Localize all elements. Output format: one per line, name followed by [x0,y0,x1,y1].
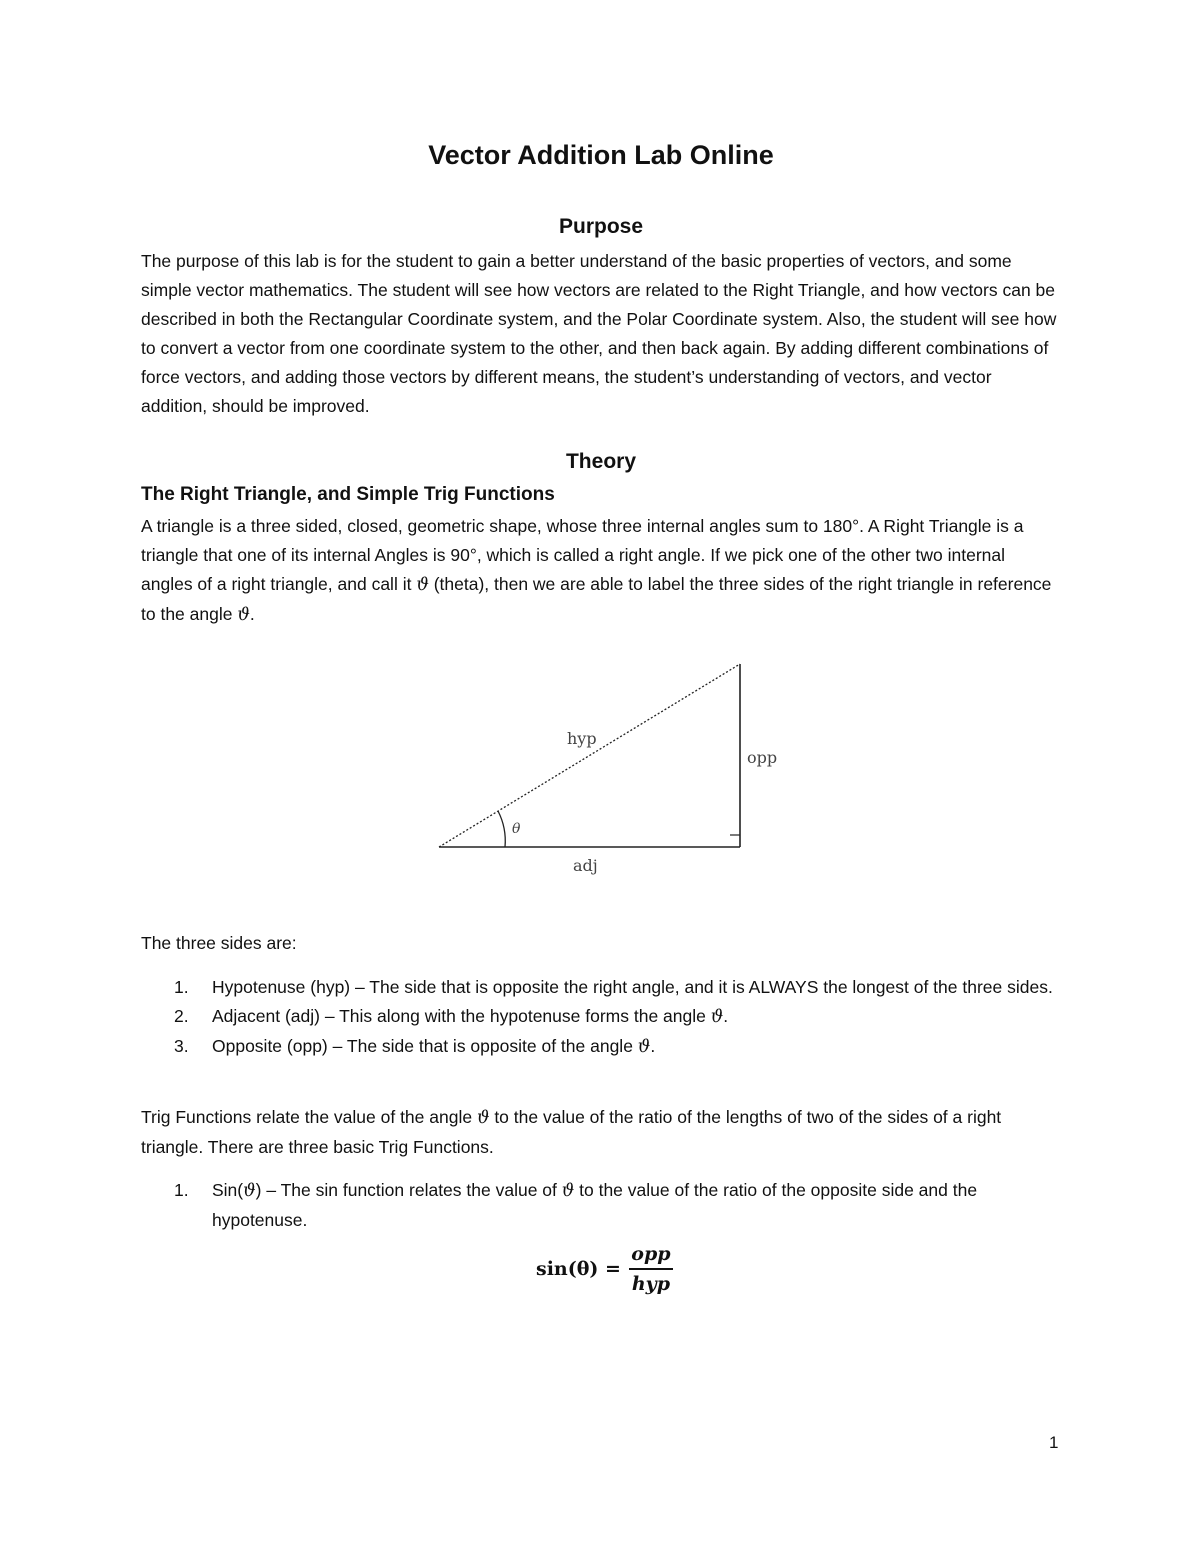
list-item-sin: 1. Sin(ϑ) – The sin function relates the value of ϑ to the value of the ratio of the opposite side and the hypotenuse. [174,1180,978,1230]
hypotenuse-line [439,664,740,847]
angle-arc [498,811,505,847]
theta-symbol: ϑ [476,1108,490,1128]
trig-functions-intro: Trig Functions relate the value of the angle ϑ to the value of the ratio of the lengths of two of the sides of a right triangle. There are three basic Trig Functions. [141,1107,1002,1157]
adj-label: adj [573,856,598,875]
right-triangle-figure [432,655,792,880]
opp-label: opp [747,748,778,767]
sides-list [141,973,1061,1062]
functions-list [141,1176,1061,1235]
theory-heading: Theory [565,450,636,473]
equation-fraction [629,1243,673,1295]
triangle-intro-paragraph: A triangle is a three sided, closed, geometric shape, whose three internal angles sum to 180°. A Right Triangle is a triangle that one of its internal Angles is 90°, which is called a right angle. If we pick one of the other two internal angles of a right triangle, and call it ϑ (theta), then we are able to label the three sides of the right triangle in reference to the angle ϑ. [141,516,1052,625]
list-item-adjacent: 2. Adjacent (adj) – This along with the hypotenuse forms the angle ϑ. [174,1006,729,1027]
right-triangle-subheading: The Right Triangle, and Simple Trig Functions [141,484,555,505]
hyp-label: hyp [567,729,597,748]
theta-symbol: ϑ [416,575,429,595]
sin-equation [536,1243,673,1295]
document-title: Vector Addition Lab Online [428,140,774,170]
sides-intro: The three sides are: [141,933,297,953]
equation-numerator: opp [631,1243,671,1265]
page-number: 1 [1049,1433,1059,1452]
equation-denominator: hyp [631,1272,670,1295]
equation-lhs: sin(θ) = [536,1257,621,1280]
fraction-bar [629,1268,673,1270]
list-item-opposite: 3. Opposite (opp) – The side that is opposite of the angle ϑ. [174,1036,656,1057]
purpose-heading: Purpose [558,215,644,238]
list-item-hypotenuse: 1. Hypotenuse (hyp) – The side that is opposite the right angle, and it is ALWAYS the longest of the three sides. [174,977,1053,997]
right-triangle-diagram [432,655,792,880]
purpose-paragraph: The purpose of this lab is for the student to gain a better understand of the basic properties of vectors, and some simple vector mathematics. The student will see how vectors are related to the Right Triangle, and how vectors can be described in both the Rectangular Coordinate system, and the Polar Coordinate system. Also, the student will see how to convert a vector from one coordinate system to the other, and then back again. By adding different combinations of force vectors, and adding those vectors by different means, the student’s understanding of vectors, and vector addition, should be improved. [141,251,1057,416]
theta-label: θ [512,821,521,837]
theta-symbol: ϑ [237,605,250,625]
